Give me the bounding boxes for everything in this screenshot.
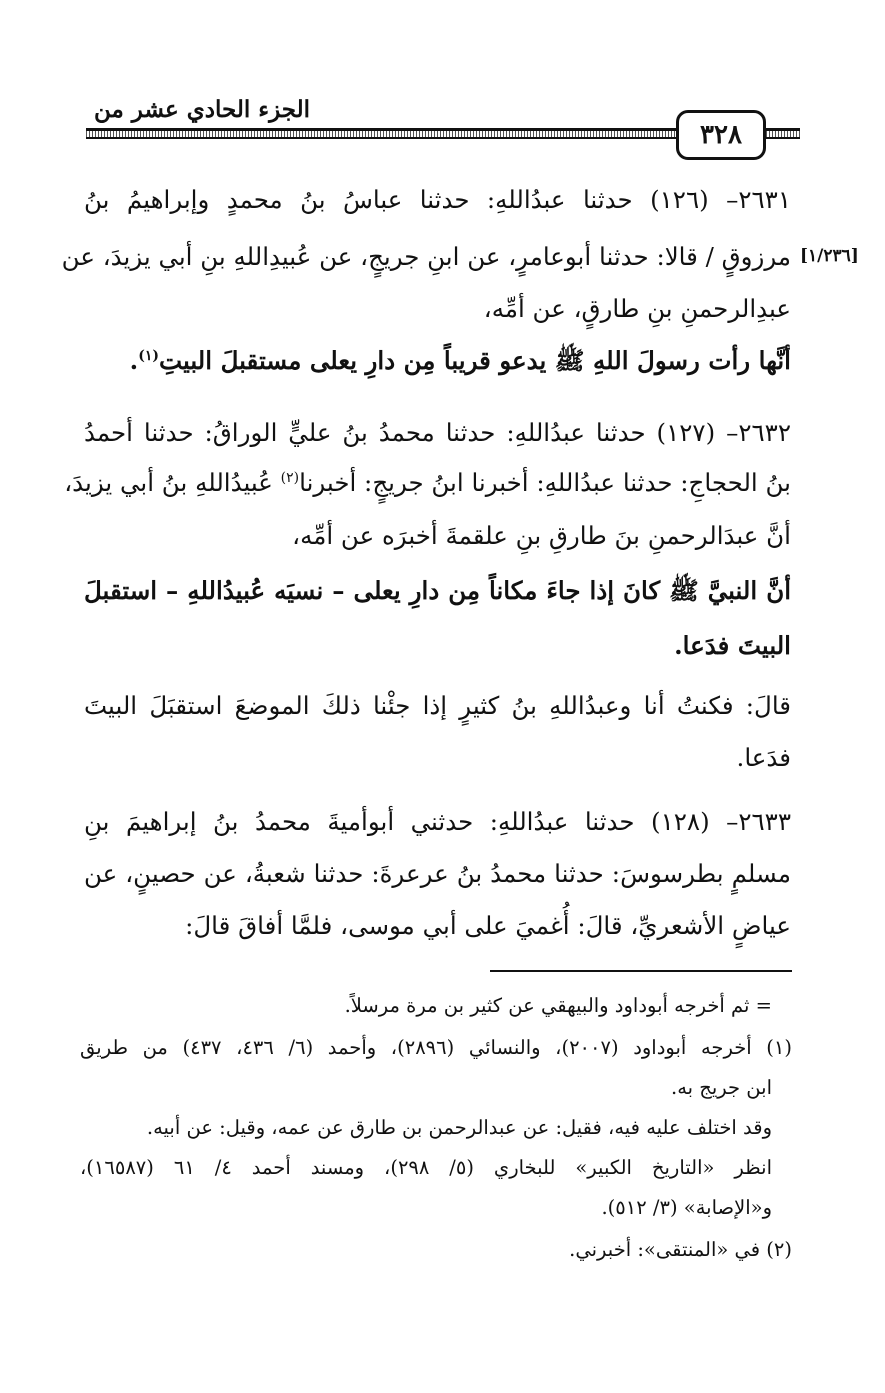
page-number-badge	[676, 110, 766, 160]
text-line: ٢٦٣٢– (١٢٧) حدثنا عبدُاللهِ: حدثنا محمدُ بنُ عليٍّ الوراقُ: حدثنا أحمدُ	[84, 418, 791, 447]
margin-volume-reference: [١/٢٣٦]	[800, 246, 859, 266]
sentence-end: .	[129, 346, 139, 375]
text-line: أنَّ عبدَالرحمنِ بنَ طارقِ بنِ علقمةَ أخبرَه عن أمِّه،	[292, 521, 791, 550]
footnote-line: = ثم أخرجه أبوداود والبيهقي عن كثير بن مرة مرسلاً.	[344, 994, 772, 1017]
hadith-matn-text: أنَّها رأت رسولَ اللهِ ﷺ يدعو قريباً مِن دارِ يعلى مستقبلَ البيتِ	[158, 346, 791, 375]
footnote-line: ابن جريج به.	[671, 1076, 772, 1099]
text-line: فدَعا.	[736, 743, 791, 772]
page-number: ٣٢٨	[700, 120, 742, 150]
footnote-separator	[490, 970, 792, 972]
text-line: عياضٍ الأشعريِّ، قالَ: أُغميَ على أبي موسى، فلمَّا أفاقَ قالَ:	[185, 911, 791, 940]
text-line: ٢٦٣١– (١٢٦) حدثنا عبدُاللهِ: حدثنا عباسُ بنُ محمدٍ وإبراهيمُ بنُ	[84, 185, 791, 214]
footnote-line: (٢) في «المنتقى»: أخبرني.	[569, 1238, 792, 1261]
footnote-line: انظر «التاريخ الكبير» للبخاري (٥/ ٢٩٨)، ومسند أحمد ٤/ ٦١ (١٦٥٨٧)،	[80, 1156, 773, 1179]
text-line: قالَ: فكنتُ أنا وعبدُاللهِ بنُ كثيرٍ إذا جئْنا ذلكَ الموضعَ استقبَلَ البيتَ	[84, 691, 791, 720]
header-rule-right-lower	[760, 137, 800, 139]
footnote-line: (١) أخرجه أبوداود (٢٠٠٧)، والنسائي (٢٨٩٦)، وأحمد (٦/ ٤٣٦، ٤٣٧) من طريق	[80, 1036, 792, 1059]
text-line: ٢٦٣٣– (١٢٨) حدثنا عبدُاللهِ: حدثني أبوأميةَ محمدُ بنُ إبراهيمَ بنِ	[84, 807, 791, 836]
header-rule-lower	[86, 137, 680, 139]
footnote-ref-2: (٢)	[280, 469, 300, 486]
footnote-line: وقد اختلف عليه فيه، فقيل: عن عبدالرحمن بن طارق عن عمه، وقيل: عن أبيه.	[146, 1116, 772, 1139]
text-segment: بنُ الحجاجِ: حدثنا عبدُاللهِ: أخبرنا ابنُ جريجٍ: أخبرنا	[299, 468, 791, 497]
text-line: عبدِالرحمنِ بنِ طارقٍ، عن أمِّه،	[483, 294, 791, 323]
footnote-line: و«الإصابة» (٣/ ٥١٢).	[601, 1196, 772, 1219]
text-segment: عُبيدُاللهِ بنُ أبي يزيدَ،	[64, 468, 273, 497]
hadith-matn-line: أنَّ النبيَّ ﷺ كانَ إذا جاءَ مكاناً مِن دارِ يعلى – نسيَه عُبيدُاللهِ – استقبلَ	[84, 576, 791, 605]
text-line: مرزوقٍ / قالا: حدثنا أبوعامرٍ، عن ابنِ جريجٍ، عن عُبيدِاللهِ بنِ أبي يزيدَ، عن	[61, 242, 791, 271]
running-title: الجزء الحادي عشر من	[93, 96, 310, 123]
text-line	[64, 467, 791, 499]
hadith-matn-line: البيتَ فدَعا.	[674, 631, 791, 660]
footnote-ref-1: (١)	[138, 347, 159, 364]
text-line: مسلمٍ بطرسوسَ: حدثنا محمدُ بنُ عرعرةَ: حدثنا شعبةُ، عن حصينٍ، عن	[84, 859, 791, 888]
hadith-matn-line	[84, 345, 791, 377]
